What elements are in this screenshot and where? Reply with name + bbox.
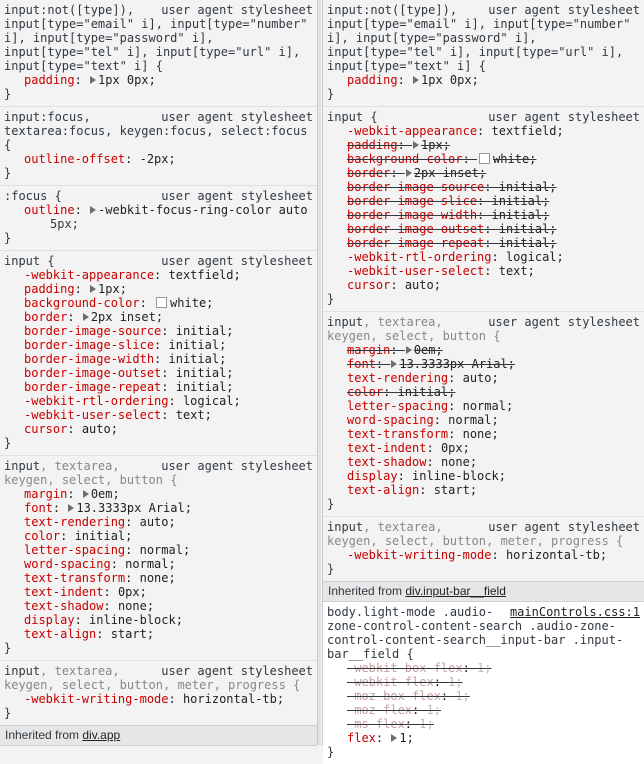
expand-triangle-icon[interactable] xyxy=(413,141,419,149)
property-value[interactable]: 1; xyxy=(399,731,414,745)
property-value[interactable]: 1; xyxy=(426,703,441,717)
property-name[interactable]: margin xyxy=(347,343,391,357)
css-declaration[interactable]: -ms-flex: 1; xyxy=(347,717,434,731)
css-declaration[interactable]: margin: 0em; xyxy=(347,343,443,357)
rule-selector[interactable]: control-content-search__input-bar .input- xyxy=(327,633,624,647)
rule-origin: user agent stylesheet xyxy=(484,520,640,534)
property-value[interactable]: textfield; xyxy=(491,124,564,138)
inherited-element-link[interactable]: div.input-bar__field xyxy=(405,584,506,598)
property-value[interactable]: none; xyxy=(139,571,176,585)
rule-origin: user agent stylesheet xyxy=(484,315,640,329)
expand-triangle-icon[interactable] xyxy=(68,504,74,512)
css-declaration[interactable]: display: inline-block; xyxy=(347,469,506,483)
property-value[interactable]: auto; xyxy=(81,422,118,436)
property-value[interactable]: white; xyxy=(170,296,214,310)
property-value[interactable]: initial; xyxy=(74,529,133,543)
rule-origin: user agent stylesheet xyxy=(157,664,313,678)
css-rule xyxy=(0,660,317,725)
css-rule xyxy=(0,106,317,185)
css-declaration[interactable]: letter-spacing: normal; xyxy=(24,543,191,557)
property-name[interactable]: flex xyxy=(347,731,376,745)
expand-triangle-icon[interactable] xyxy=(413,76,419,84)
property-name[interactable]: border xyxy=(24,310,68,324)
author-rules-section xyxy=(323,602,644,764)
css-rule xyxy=(323,106,644,311)
css-declaration[interactable]: outline: -webkit-focus-ring-color auto xyxy=(24,203,308,217)
rule-origin: user agent stylesheet xyxy=(157,3,313,17)
property-name[interactable]: -webkit-user-select xyxy=(347,264,485,278)
property-value[interactable]: none; xyxy=(117,599,155,613)
css-declaration[interactable]: word-spacing: normal; xyxy=(347,413,499,427)
property-name[interactable]: text-align xyxy=(347,483,420,497)
rule-close-brace: } xyxy=(4,166,12,180)
rule-origin: user agent stylesheet xyxy=(484,3,640,17)
property-name[interactable]: border-image-width xyxy=(24,352,155,366)
css-declaration[interactable]: -webkit-appearance: textfield; xyxy=(24,268,241,282)
property-name[interactable]: text-transform xyxy=(24,571,126,585)
property-value[interactable]: initial; xyxy=(168,338,227,352)
property-value[interactable]: normal; xyxy=(448,413,499,427)
css-declaration[interactable]: border-image-source: initial; xyxy=(24,324,234,338)
stylesheet-source-link[interactable]: mainControls.css:1 xyxy=(506,605,640,619)
color-swatch[interactable] xyxy=(156,297,167,308)
css-declaration[interactable]: font: 13.3333px Arial; xyxy=(347,357,515,371)
css-declaration[interactable]: word-spacing: normal; xyxy=(24,557,176,571)
property-name[interactable]: text-shadow xyxy=(24,599,104,613)
property-name[interactable]: -webkit-rtl-ordering xyxy=(24,394,169,408)
property-name[interactable]: border-image-repeat xyxy=(24,380,162,394)
property-value[interactable]: initial; xyxy=(175,380,234,394)
property-name[interactable]: padding xyxy=(24,282,75,296)
property-name[interactable]: text-transform xyxy=(347,427,449,441)
property-name[interactable]: border-image-outset xyxy=(24,366,162,380)
rule-close-brace: } xyxy=(327,745,335,759)
property-name[interactable]: text-indent xyxy=(24,585,104,599)
css-declaration[interactable]: border-image-repeat: initial; xyxy=(347,236,557,250)
property-name[interactable]: border xyxy=(347,166,391,180)
property-value[interactable]: white; xyxy=(493,152,537,166)
css-declaration[interactable]: outline-offset: -2px; xyxy=(24,152,176,166)
property-name[interactable]: background-color xyxy=(347,152,463,166)
css-declaration[interactable]: text-indent: 0px; xyxy=(347,441,470,455)
property-name[interactable]: -webkit-writing-mode xyxy=(24,692,169,706)
property-value[interactable]: normal; xyxy=(125,557,176,571)
property-name[interactable]: text-align xyxy=(24,627,97,641)
css-declaration[interactable]: flex: 1; xyxy=(347,731,414,745)
property-value[interactable]: 0em; xyxy=(90,487,120,501)
property-name[interactable]: padding xyxy=(347,73,398,87)
css-declaration[interactable]: -webkit-user-select: text; xyxy=(24,408,212,422)
rule-close-brace: } xyxy=(4,706,12,720)
property-name[interactable]: -webkit-user-select xyxy=(24,408,162,422)
rule-selector[interactable]: keygen, select, button { xyxy=(327,329,501,343)
property-value[interactable]: none; xyxy=(462,427,499,441)
rule-close-brace: } xyxy=(4,641,12,655)
property-value[interactable]: auto; xyxy=(462,371,499,385)
rule-origin: user agent stylesheet xyxy=(157,189,313,203)
rule-selector[interactable]: input[type="tel" i], input[type="url" i], xyxy=(327,45,624,59)
property-name[interactable]: padding xyxy=(347,138,398,152)
property-value[interactable]: initial; xyxy=(175,366,234,380)
rule-origin: user agent stylesheet xyxy=(157,110,313,124)
css-declaration[interactable]: cursor: auto; xyxy=(24,422,118,436)
property-name[interactable]: -webkit-writing-mode xyxy=(347,548,492,562)
rule-close-brace: } xyxy=(327,497,335,511)
color-swatch[interactable] xyxy=(479,153,490,164)
css-declaration[interactable]: -webkit-user-select: text; xyxy=(347,264,535,278)
property-value[interactable]: logical; xyxy=(505,250,564,264)
expand-triangle-icon[interactable] xyxy=(83,313,89,321)
css-declaration[interactable]: border-image-slice: initial; xyxy=(24,338,227,352)
css-declaration[interactable]: text-align: start; xyxy=(347,483,478,497)
property-value[interactable]: text; xyxy=(175,408,212,422)
property-value[interactable]: logical; xyxy=(182,394,241,408)
css-rule xyxy=(323,516,644,581)
rule-close-brace: } xyxy=(4,436,12,450)
rule-selector[interactable]: input[type="email" i], input[type="number" xyxy=(327,17,631,31)
css-declaration[interactable]: -webkit-box-flex: 1; xyxy=(347,661,492,675)
rule-selector[interactable]: { xyxy=(4,138,12,152)
css-declaration[interactable]: margin: 0em; xyxy=(24,487,120,501)
css-declaration[interactable]: -webkit-rtl-ordering: logical; xyxy=(24,394,241,408)
property-name[interactable]: -moz-flex xyxy=(347,703,413,717)
expand-triangle-icon[interactable] xyxy=(406,169,412,177)
property-name[interactable]: text-indent xyxy=(347,441,427,455)
rule-selector[interactable]: bar__field { xyxy=(327,647,414,661)
property-value[interactable]: auto; xyxy=(404,278,441,292)
css-declaration[interactable]: padding: 1px 0px; xyxy=(24,73,156,87)
property-value[interactable]: 1; xyxy=(455,689,470,703)
rule-selector[interactable]: input, textarea, xyxy=(327,315,443,329)
property-value[interactable]: textfield; xyxy=(168,268,241,282)
css-declaration[interactable]: letter-spacing: normal; xyxy=(347,399,514,413)
expand-triangle-icon[interactable] xyxy=(391,360,397,368)
property-name[interactable]: background-color xyxy=(24,296,140,310)
property-value[interactable]: initial; xyxy=(498,236,557,250)
property-name[interactable]: border-image-repeat xyxy=(347,236,485,250)
rule-close-brace: } xyxy=(4,87,12,101)
property-name[interactable]: border-image-source xyxy=(347,180,485,194)
property-value[interactable]: -webkit-focus-ring-color auto xyxy=(98,203,308,217)
property-name[interactable]: -webkit-rtl-ordering xyxy=(347,250,492,264)
css-rule xyxy=(0,455,317,660)
rule-selector[interactable]: input[type="email" i], input[type="number" xyxy=(4,17,308,31)
property-value[interactable]: start; xyxy=(433,483,478,497)
rule-selector[interactable]: input, textarea, xyxy=(327,520,443,534)
css-declaration[interactable]: display: inline-block; xyxy=(24,613,183,627)
css-declaration[interactable]: border-image-width: initial; xyxy=(24,352,227,366)
property-value[interactable]: text; xyxy=(498,264,535,278)
css-declaration[interactable]: text-rendering: auto; xyxy=(347,371,499,385)
property-value[interactable]: inline-block; xyxy=(412,469,506,483)
css-declaration[interactable]: font: 13.3333px Arial; xyxy=(24,501,192,515)
property-value[interactable]: initial; xyxy=(168,352,227,366)
rule-selector[interactable]: input:not([type]), xyxy=(327,3,458,17)
css-declaration[interactable]: background-color: white; xyxy=(24,296,214,310)
rule-selector[interactable]: input:not([type]), xyxy=(4,3,135,17)
css-rule xyxy=(323,0,644,106)
property-value-continuation: 5px; xyxy=(50,217,79,231)
expand-triangle-icon[interactable] xyxy=(406,346,412,354)
property-value[interactable]: initial; xyxy=(491,194,550,208)
property-name[interactable]: text-shadow xyxy=(347,455,427,469)
property-name[interactable]: text-rendering xyxy=(24,515,126,529)
property-name[interactable]: border-image-outset xyxy=(347,222,485,236)
css-declaration[interactable]: border: 2px inset; xyxy=(24,310,164,324)
css-declaration[interactable]: text-indent: 0px; xyxy=(24,585,147,599)
rule-close-brace: } xyxy=(327,292,335,306)
property-name[interactable]: outline-offset xyxy=(24,152,126,166)
property-name[interactable]: -webkit-flex xyxy=(347,675,434,689)
css-declaration[interactable]: padding: 1px; xyxy=(347,138,450,152)
property-name[interactable]: word-spacing xyxy=(24,557,111,571)
rule-selector[interactable]: input:focus, xyxy=(4,110,91,124)
property-value[interactable]: 13.3333px Arial; xyxy=(399,357,515,371)
rule-close-brace: } xyxy=(327,562,335,576)
css-declaration[interactable]: cursor: auto; xyxy=(347,278,441,292)
rule-selector[interactable]: i], input[type="password" i], xyxy=(4,31,214,45)
css-declaration[interactable]: text-transform: none; xyxy=(24,571,176,585)
rule-selector[interactable]: keygen, select, button, meter, progress { xyxy=(4,678,301,692)
rule-selector[interactable]: input[type="text" i] { xyxy=(327,59,486,73)
property-name[interactable]: border-image-slice xyxy=(347,194,478,208)
css-declaration[interactable]: border-image-outset: initial; xyxy=(347,222,557,236)
property-name[interactable]: margin xyxy=(24,487,68,501)
css-declaration[interactable]: border-image-repeat: initial; xyxy=(24,380,234,394)
property-name[interactable]: outline xyxy=(24,203,75,217)
inherited-from-header: Inherited from div.input-bar__field xyxy=(323,581,644,602)
css-declaration[interactable]: padding: 1px 0px; xyxy=(347,73,479,87)
rule-origin: user agent stylesheet xyxy=(484,110,640,124)
property-value[interactable]: 13.3333px Arial; xyxy=(76,501,192,515)
property-name[interactable]: font xyxy=(347,357,376,371)
expand-triangle-icon[interactable] xyxy=(90,206,96,214)
property-name[interactable]: -moz-box-flex xyxy=(347,689,441,703)
property-name[interactable]: color xyxy=(347,385,384,399)
property-value[interactable]: -2px; xyxy=(139,152,176,166)
rule-selector[interactable]: input[type="tel" i], input[type="url" i], xyxy=(4,45,301,59)
rule-selector[interactable]: :focus { xyxy=(4,189,62,203)
property-value[interactable]: none; xyxy=(440,455,478,469)
property-value[interactable]: 2px inset; xyxy=(90,310,164,324)
rule-selector[interactable]: zone-control-content-search .audio-zone- xyxy=(327,619,616,633)
css-declaration[interactable]: border-image-width: initial; xyxy=(347,208,550,222)
expand-triangle-icon[interactable] xyxy=(90,285,96,293)
css-declaration[interactable]: -webkit-writing-mode: horizontal-tb; xyxy=(347,548,608,562)
styles-pane-right xyxy=(322,0,644,759)
property-value[interactable]: initial; xyxy=(491,208,550,222)
property-name[interactable]: display xyxy=(347,469,398,483)
pane-splitter[interactable] xyxy=(318,0,321,745)
property-name[interactable]: letter-spacing xyxy=(24,543,126,557)
property-value[interactable]: 1px; xyxy=(421,138,450,152)
property-name[interactable]: border-image-slice xyxy=(24,338,155,352)
css-rule xyxy=(0,250,317,455)
property-name[interactable]: cursor xyxy=(24,422,68,436)
css-declaration[interactable]: padding: 1px; xyxy=(24,282,127,296)
property-name[interactable]: text-rendering xyxy=(347,371,449,385)
property-name[interactable]: cursor xyxy=(347,278,391,292)
property-value[interactable]: 1; xyxy=(477,661,492,675)
rule-selector[interactable]: body.light-mode .audio- xyxy=(327,605,494,619)
property-value[interactable]: 1px 0px; xyxy=(421,73,479,87)
property-value[interactable]: 1px 0px; xyxy=(98,73,156,87)
css-declaration[interactable]: border-image-source: initial; xyxy=(347,180,557,194)
css-declaration[interactable]: text-shadow: none; xyxy=(347,455,478,469)
inherited-from-header: Inherited from div.app xyxy=(0,725,317,746)
property-value[interactable]: auto; xyxy=(139,515,176,529)
property-name[interactable]: font xyxy=(24,501,53,515)
property-name[interactable]: padding xyxy=(24,73,75,87)
property-name[interactable]: -ms-flex xyxy=(347,717,405,731)
property-value[interactable]: 2px inset; xyxy=(413,166,487,180)
rule-selector[interactable]: textarea:focus, keygen:focus, select:focus xyxy=(4,124,308,138)
rule-selector[interactable]: input { xyxy=(4,254,55,268)
property-name[interactable]: border-image-width xyxy=(347,208,478,222)
css-rule xyxy=(323,311,644,516)
property-name[interactable]: -webkit-box-flex xyxy=(347,661,463,675)
property-name[interactable]: display xyxy=(24,613,75,627)
property-value[interactable]: horizontal-tb; xyxy=(505,548,608,562)
css-declaration[interactable]: -webkit-flex: 1; xyxy=(347,675,463,689)
styles-pane-left xyxy=(0,0,318,745)
css-declaration[interactable]: -webkit-appearance: textfield; xyxy=(347,124,564,138)
property-name[interactable]: -webkit-appearance xyxy=(347,124,478,138)
property-value[interactable]: 0px; xyxy=(440,441,470,455)
property-value[interactable]: 1px; xyxy=(98,282,127,296)
rule-selector[interactable]: input, textarea, xyxy=(4,459,120,473)
css-declaration[interactable]: -moz-box-flex: 1; xyxy=(347,689,470,703)
rule-selector[interactable]: input, textarea, xyxy=(4,664,120,678)
rule-origin: user agent stylesheet xyxy=(157,459,313,473)
property-value[interactable]: 0px; xyxy=(117,585,147,599)
rule-selector[interactable]: input[type="text" i] { xyxy=(4,59,163,73)
property-value[interactable]: start; xyxy=(110,627,155,641)
property-value[interactable]: horizontal-tb; xyxy=(182,692,285,706)
rule-close-brace: } xyxy=(4,231,12,245)
rule-selector[interactable]: keygen, select, button, meter, progress { xyxy=(327,534,624,548)
css-declaration[interactable]: color: initial; xyxy=(347,385,456,399)
property-value[interactable]: normal; xyxy=(139,543,191,557)
property-value[interactable]: initial; xyxy=(175,324,234,338)
property-name[interactable]: word-spacing xyxy=(347,413,434,427)
property-value[interactable]: 0em; xyxy=(413,343,443,357)
inherited-element-link[interactable]: div.app xyxy=(82,728,121,742)
property-value[interactable]: normal; xyxy=(462,399,514,413)
expand-triangle-icon[interactable] xyxy=(90,76,96,84)
rule-selector[interactable]: keygen, select, button { xyxy=(4,473,178,487)
property-name[interactable]: letter-spacing xyxy=(347,399,449,413)
rule-origin: user agent stylesheet xyxy=(157,254,313,268)
property-value[interactable]: inline-block; xyxy=(89,613,183,627)
css-declaration[interactable]: -webkit-writing-mode: horizontal-tb; xyxy=(24,692,285,706)
property-value[interactable]: 1; xyxy=(419,717,434,731)
property-value[interactable]: initial; xyxy=(498,180,557,194)
css-declaration[interactable]: background-color: white; xyxy=(347,152,537,166)
rule-selector[interactable]: input { xyxy=(327,110,378,124)
expand-triangle-icon[interactable] xyxy=(391,734,397,742)
css-declaration[interactable]: -webkit-rtl-ordering: logical; xyxy=(347,250,564,264)
rule-close-brace: } xyxy=(327,87,335,101)
property-value[interactable]: initial; xyxy=(498,222,557,236)
property-name[interactable]: color xyxy=(24,529,61,543)
css-rule xyxy=(0,185,317,250)
css-rule xyxy=(323,602,644,764)
property-value[interactable]: initial; xyxy=(397,385,456,399)
css-declaration[interactable]: text-transform: none; xyxy=(347,427,499,441)
css-declaration[interactable]: text-rendering: auto; xyxy=(24,515,176,529)
css-declaration[interactable]: border-image-outset: initial; xyxy=(24,366,234,380)
css-declaration[interactable]: text-align: start; xyxy=(24,627,155,641)
css-declaration[interactable]: border: 2px inset; xyxy=(347,166,487,180)
property-name[interactable]: -webkit-appearance xyxy=(24,268,155,282)
css-rule xyxy=(0,0,317,106)
css-declaration[interactable]: color: initial; xyxy=(24,529,133,543)
property-value[interactable]: 1; xyxy=(448,675,463,689)
property-name[interactable]: border-image-source xyxy=(24,324,162,338)
expand-triangle-icon[interactable] xyxy=(83,490,89,498)
css-declaration[interactable]: border-image-slice: initial; xyxy=(347,194,550,208)
rule-selector[interactable]: i], input[type="password" i], xyxy=(327,31,537,45)
css-declaration[interactable]: -moz-flex: 1; xyxy=(347,703,441,717)
css-declaration[interactable]: text-shadow: none; xyxy=(24,599,155,613)
